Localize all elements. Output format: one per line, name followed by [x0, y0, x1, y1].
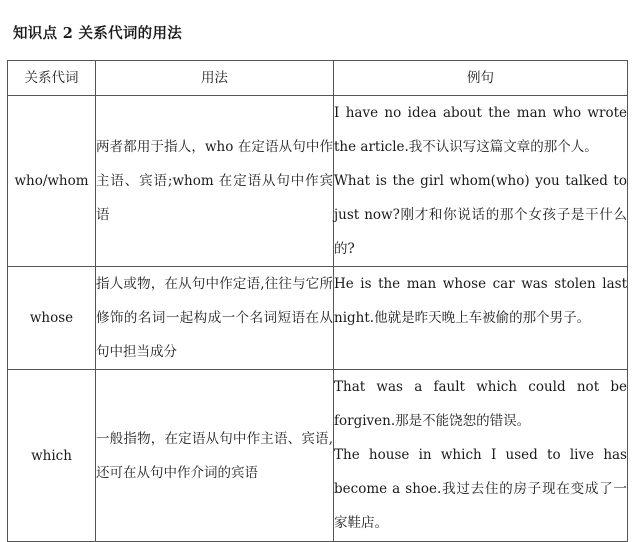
header-example: 例句	[334, 61, 628, 96]
example-cell	[334, 370, 628, 542]
header-pronoun: 关系代词	[8, 61, 96, 96]
example-cell	[334, 96, 628, 267]
table-row	[8, 370, 628, 542]
example-sentence: He is the man whose car was stolen last night.他就是昨天晚上车被偷的那个男子。	[334, 276, 627, 326]
table-row	[8, 96, 628, 267]
usage-cell: 指人或物，在从句中作定语,往往与它所修饰的名词一起构成一个名词短语在从句中担当成分	[96, 267, 334, 370]
section-heading: 知识点 2 关系代词的用法	[13, 25, 183, 42]
example-sentence: The house in which I used to live has become a shoe.我过去住的房子现在变成了一家鞋店。	[334, 447, 627, 531]
example-cell	[334, 267, 628, 370]
pronoun-cell: which	[8, 370, 96, 542]
usage-cell: 两者都用于指人，who 在定语从句中作主语、宾语;whom 在定语从句中作宾语	[96, 96, 334, 267]
relative-pronoun-table	[7, 60, 628, 542]
usage-cell: 一般指物，在定语从句中作主语、宾语,还可在从句中作介词的宾语	[96, 370, 334, 542]
pronoun-cell: whose	[8, 267, 96, 370]
example-sentence: I have no idea about the man who wrote the article.我不认识写这篇文章的那个人。	[334, 105, 627, 155]
header-usage: 用法	[96, 61, 334, 96]
pronoun-cell: who/whom	[8, 96, 96, 267]
example-sentence: That was a fault which could not be forgiven.那是不能饶恕的错误。	[334, 379, 627, 429]
table-header-row	[8, 61, 628, 96]
example-sentence: What is the girl whom(who) you talked to just now?刚才和你说话的那个女孩子是干什么的?	[334, 173, 627, 257]
table-row	[8, 267, 628, 370]
